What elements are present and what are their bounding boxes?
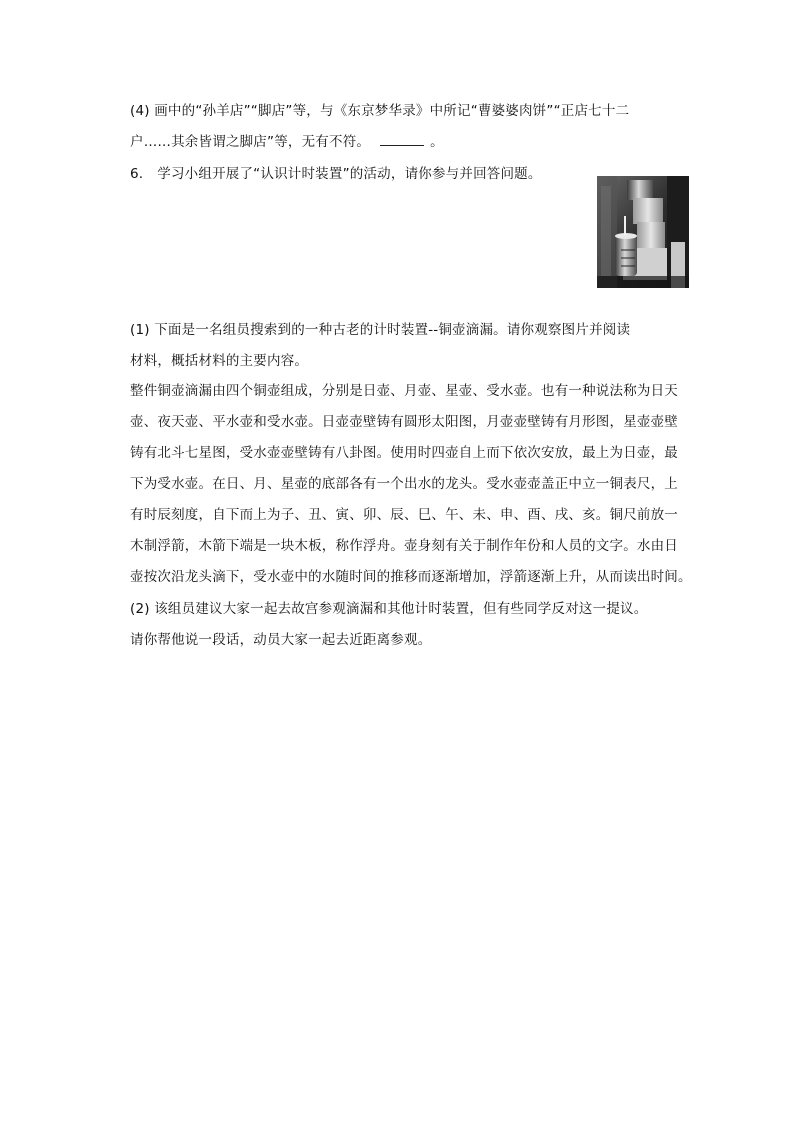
passage-line: 有时辰刻度，自下而上为子、丑、寅、卯、辰、巳、午、未、申、酉、戌、亥。铜尺前放一 <box>130 507 678 523</box>
q4-line-2-end: 。 <box>430 134 444 150</box>
passage-line: 下为受水壶。在日、月、星壶的底部各有一个出水的龙头。受水壶壶盖正中立一铜表尺，上 <box>130 476 678 492</box>
q6-number: 6. <box>130 166 144 182</box>
passage-line: 壶、夜天壶、平水壶和受水壶。日壶壶壁铸有圆形太阳图，月壶壶壁铸有月形图，星壶壶壁 <box>130 414 678 430</box>
passage-line: 铸有北斗七星图，受水壶壶壁铸有八卦图。使用时四壶自上而下依次安放，最上为日壶，最 <box>130 445 678 461</box>
q6-stem-line <box>130 165 542 183</box>
q6-stem: 学习小组开展了“认识计时装置”的活动，请你参与并回答问题。 <box>157 166 542 182</box>
copper-clepsydra-photo <box>597 176 689 288</box>
sub2-line-2: 请你帮他说一段话，动员大家一起去近距离参观。 <box>130 632 432 648</box>
passage-line: 木制浮箭，木箭下端是一块木板，称作浮舟。壶身刻有关于制作年份和人员的文字。水由日 <box>130 538 678 554</box>
q4-line-2-text: 户……其余皆谓之脚店”等，无有不符。 <box>130 134 371 150</box>
q4-line-2 <box>130 133 444 151</box>
answer-blank[interactable] <box>380 133 424 146</box>
clepsydra-illustration <box>597 176 689 288</box>
sub1-prompt-line-2: 材料，概括材料的主要内容。 <box>130 353 309 369</box>
passage-line: 整件铜壶滴漏由四个铜壶组成，分别是日壶、月壶、星壶、受水壶。也有一种说法称为日天 <box>130 383 678 399</box>
passage-line: 壶按次沿龙头滴下，受水壶中的水随时间的推移而逐渐增加，浮箭逐渐上升，从而读出时间。 <box>130 569 692 585</box>
sub2-line-1: (2) 该组员建议大家一起去故宫参观滴漏和其他计时装置，但有些同学反对这一提议。 <box>130 601 648 617</box>
q4-line-1: (4) 画中的“孙羊店”“脚店”等，与《东京梦华录》中所记“曹婆婆肉饼”“正店七十二 <box>130 103 630 119</box>
sub1-prompt-line-1: (1) 下面是一名组员搜索到的一种古老的计时装置--铜壶滴漏。请你观察图片并阅读 <box>130 322 631 338</box>
